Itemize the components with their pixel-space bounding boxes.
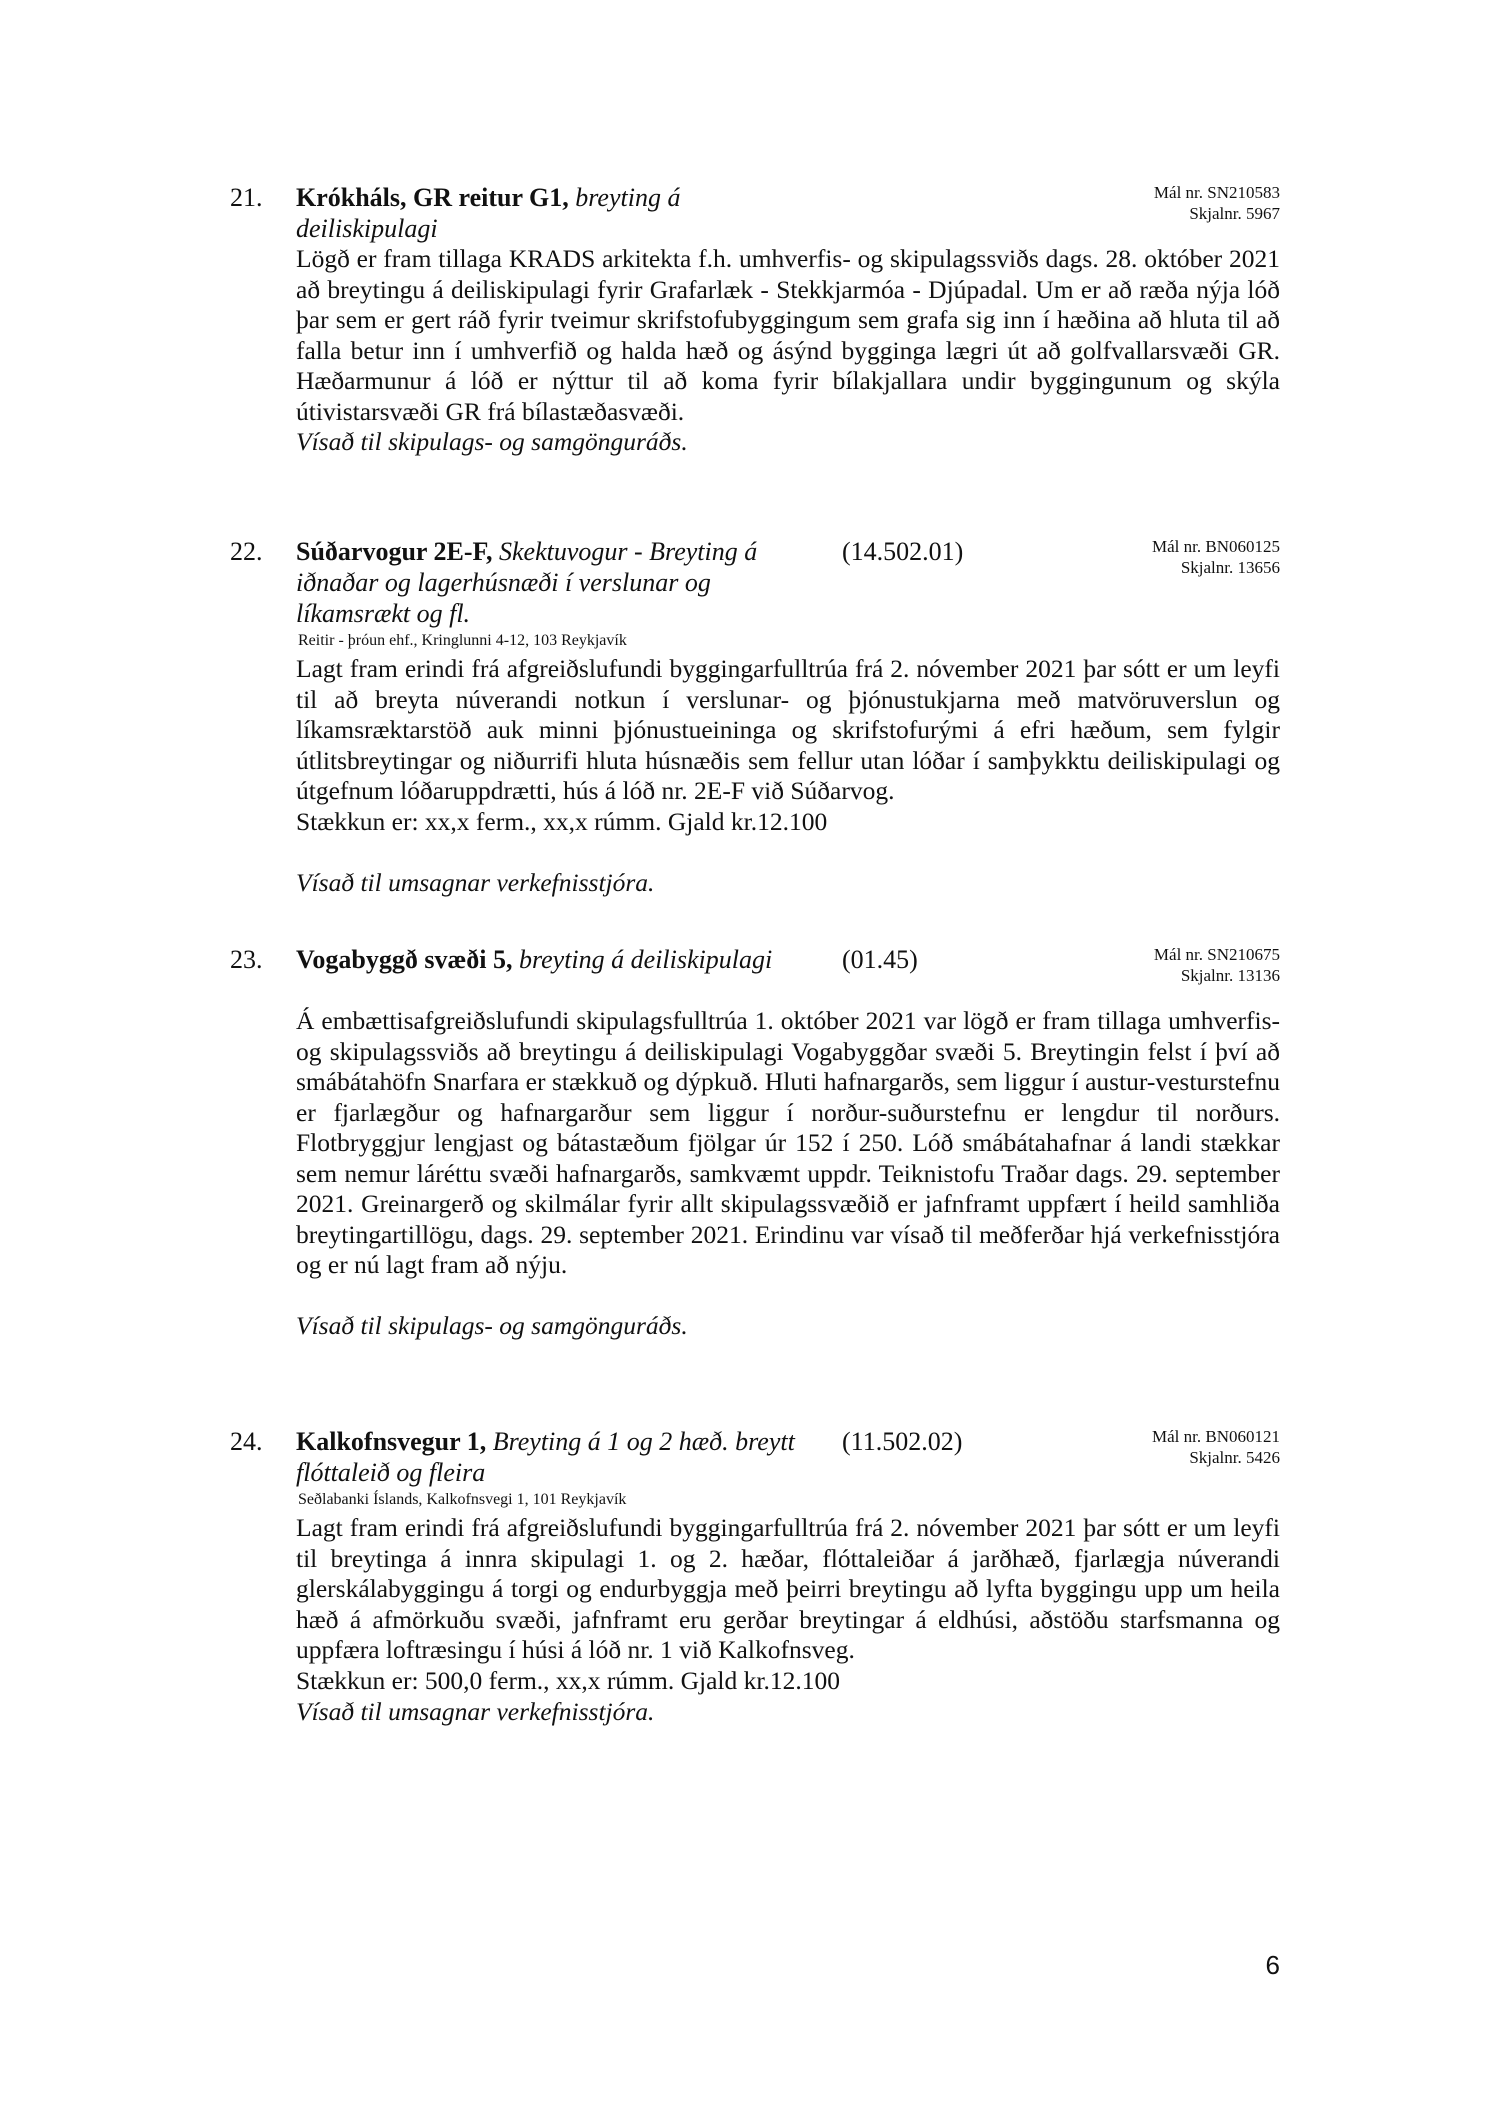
case-number: Mál nr. BN060125: [1152, 537, 1280, 556]
item-title-bold: Kalkofnsvegur 1,: [296, 1427, 487, 1456]
applicant: Seðlabanki Íslands, Kalkofnsvegi 1, 101 Reykjavík: [298, 1491, 627, 1508]
case-number: Mál nr. SN210675: [1153, 945, 1280, 964]
item-title-bold: Vogabyggð svæði 5,: [296, 945, 513, 974]
item-verdict: Vísað til umsagnar verkefnisstjóra.: [296, 1697, 655, 1726]
item-body-fee: Stækkun er: xx,x ferm., xx,x rúmm. Gjald kr.12.100: [296, 806, 828, 836]
item-title: [296, 944, 806, 975]
item-body-text: Lögð er fram tillaga KRADS arkitekta f.h. umhverfis- og skipulagssviðs dags. 28. október 2021 að breytingu á deiliskipulagi fyrir Grafarlæk - Stekkjarmóa - Djúpadal. Um er að ræða nýja lóð þar sem er gert ráð fyrir tveimur skrifstofubyggingum sem grafa sig inn í hæðina að hluta til að falla betur inn í umhverfið og halda hæð og ásýnd bygginga lægri út að golfvallarsvæði GR. Hæðarmunur á lóð er nýttur til að koma fyrir bílakjallara undir byggingunum og skýla útivistarsvæði GR frá bílastæðasvæði.: [296, 244, 1280, 426]
item-body-fee: Stækkun er: 500,0 ferm., xx,x rúmm. Gjald kr.12.100: [296, 1665, 840, 1695]
item-verdict: Vísað til skipulags- og samgönguráðs.: [296, 1311, 688, 1340]
item-verdict: Vísað til skipulags- og samgönguráðs.: [296, 427, 688, 456]
item-title: [296, 182, 806, 244]
property-code: (01.45): [842, 945, 918, 974]
case-number: Mál nr. BN060121: [1152, 1427, 1280, 1446]
item-title-bold: Krókháls, GR reitur G1,: [296, 183, 569, 212]
item-body-text: Lagt fram erindi frá afgreiðslufundi byggingarfulltrúa frá 2. nóvember 2021 þar sótt er um leyfi til breytinga á innra skipulagi 1. og 2. hæðar, flóttaleiðar á jarðhæð, fjarlægja núverandi glerskálabyggingu á torgi og endurbyggja með þeirri breytingu að lyfta byggingu upp um heila hæð á afmörkuðu svæði, jafnframt eru gerðar breytingar á eldhúsi, aðstöðu starfsmanna og uppfæra loftræsingu í húsi á lóð nr. 1 við Kalkofnsveg.: [296, 1513, 1280, 1664]
item-number: 21.: [230, 183, 263, 212]
item-title-bold: Súðarvogur 2E-F,: [296, 537, 493, 566]
item-title-italic: Breyting á 1 og 2 hæð. breytt flóttaleið og fleira: [296, 1427, 795, 1487]
item-number: 23.: [230, 945, 263, 974]
item-title-italic: breyting á deiliskipulagi: [518, 945, 773, 974]
item-body: [296, 1006, 1280, 1281]
item-title-italic: breyting á deiliskipulagi: [296, 183, 681, 243]
case-reference: [1154, 944, 1280, 986]
property-code: (11.502.02): [842, 1427, 963, 1456]
case-reference: [1154, 182, 1280, 224]
document-number: Skjalnr. 5967: [1189, 204, 1280, 223]
item-body: [296, 654, 1280, 837]
item-number: 24.: [230, 1427, 263, 1456]
case-number: Mál nr. SN210583: [1153, 183, 1280, 202]
document-number: Skjalnr. 5426: [1189, 1448, 1280, 1467]
case-reference: [1152, 1426, 1280, 1468]
item-verdict: Vísað til umsagnar verkefnisstjóra.: [296, 868, 655, 897]
document-number: Skjalnr. 13656: [1180, 558, 1280, 577]
item-title-italic: Skektuvogur - Breyting á iðnaðar og lagerhúsnæði í verslunar og líkamsrækt og fl.: [296, 537, 758, 628]
case-reference: [1152, 536, 1280, 578]
page-number: 6: [1265, 1950, 1280, 1980]
item-number: 22.: [230, 537, 263, 566]
item-body: [296, 244, 1280, 427]
property-code: (14.502.01): [842, 537, 964, 566]
applicant: Reitir - þróun ehf., Kringlunni 4-12, 103 Reykjavík: [298, 632, 627, 649]
item-title: [296, 536, 806, 629]
item-body: [296, 1513, 1280, 1696]
item-body-text: Á embættisafgreiðslufundi skipulagsfulltrúa 1. október 2021 var lögð er fram tillaga umhverfis- og skipulagssviðs að breytingu á deiliskipulagi Vogabyggðar svæði 5. Breytingin felst í því að smábátahöfn Snarfara er stækkuð og dýpkuð. Hluti hafnargarðs, sem liggur í austur-vesturstefnu er fjarlægður og hafnargarður sem liggur í norður-suðurstefnu er lengdur til norðurs. Flotbryggjur lengjast og bátastæðum fjölgar úr 152 í 250. Lóð smábátahafnar á landi stækkar sem nemur láréttu svæði hafnargarðs, samkvæmt uppdr. Teiknistofu Traðar dags. 29. september 2021. Greinargerð og skilmálar fyrir allt skipulagssvæðið er jafnframt uppfært í heild samhliða breytingartillögu, dags. 29. september 2021. Erindinu var vísað til meðferðar hjá verkefnisstjóra og er nú lagt fram að nýju.: [296, 1006, 1280, 1279]
item-body-text: Lagt fram erindi frá afgreiðslufundi byggingarfulltrúa frá 2. nóvember 2021 þar sótt er um leyfi til að breyta núverandi notkun í verslunar- og þjónustukjarna með matvöruverslun og líkamsræktarstöð auk minni þjónustueininga og skrifstofurými á efri hæðum, sem fylgir útlitsbreytingar og niðurrifi hluta húsnæðis sem fellur utan lóðar í samþykktu deiliskipulagi og útgefnum lóðaruppdrætti, hús á lóð nr. 2E-F við Súðarvog.: [296, 654, 1280, 805]
document-number: Skjalnr. 13136: [1180, 966, 1280, 985]
item-title: [296, 1426, 806, 1488]
